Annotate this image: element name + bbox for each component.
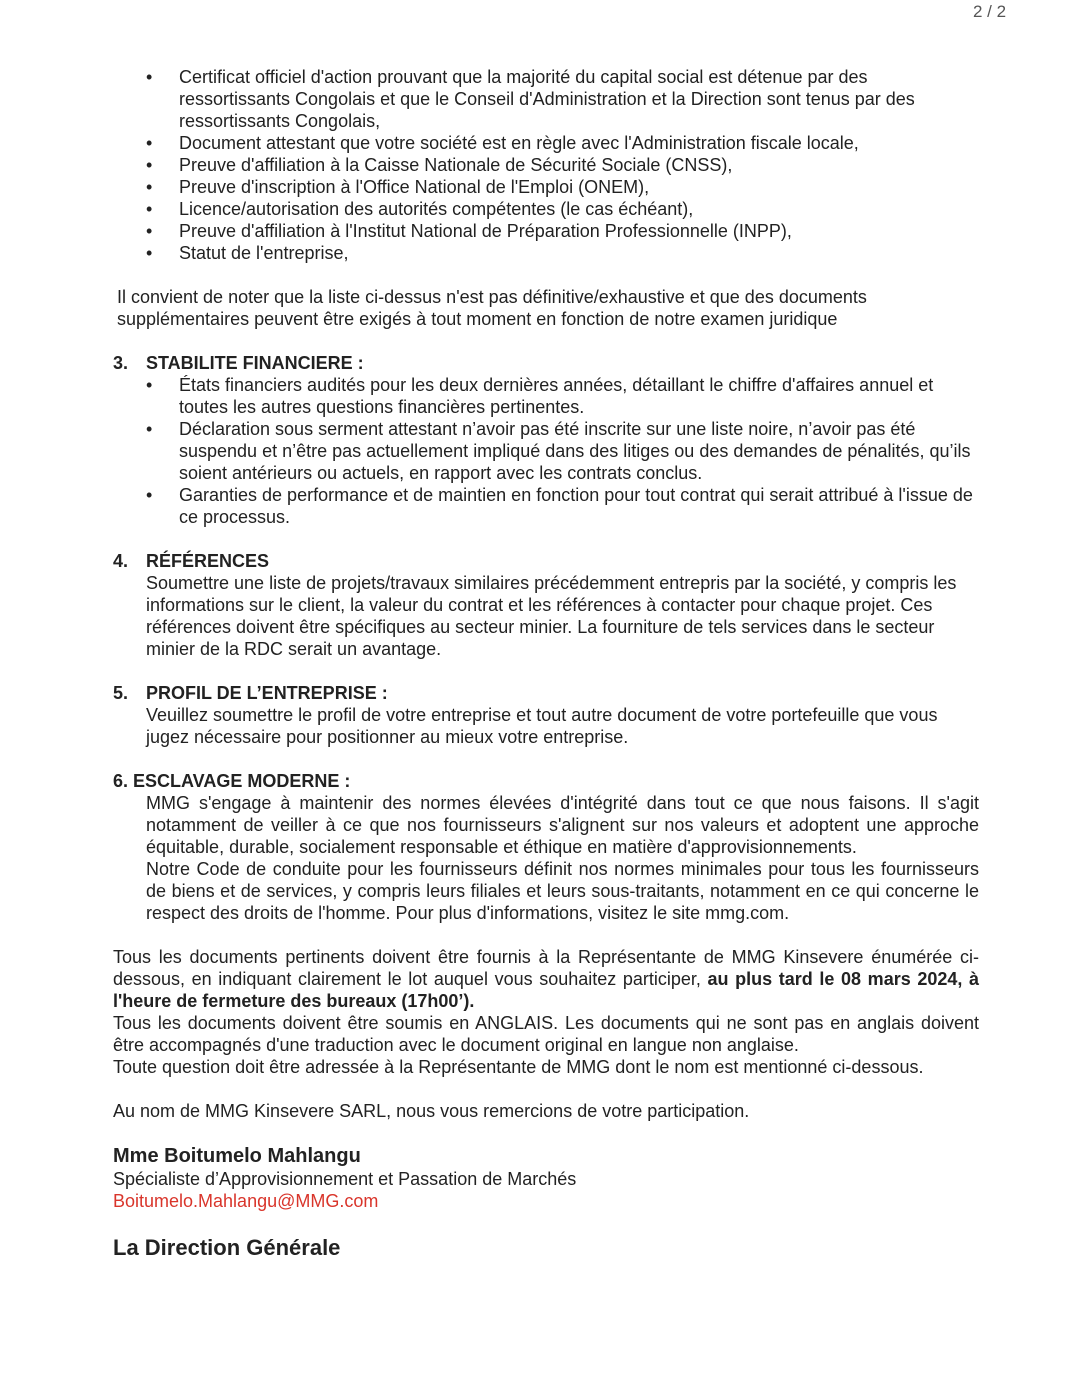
closing-submission — [113, 946, 979, 1012]
list-item: • Document attestant que votre société est en règle avec l'Administration fiscale locale, — [179, 132, 979, 154]
list-item: • Garanties de performance et de maintien en fonction pour tout contrat qui serait attribué à l'issue de ce processus. — [179, 484, 979, 528]
department-name: La Direction Générale — [113, 1235, 341, 1260]
thanks-text: Au nom de MMG Kinsevere SARL, nous vous remercions de votre participation. — [113, 1101, 750, 1121]
section-text: Notre Code de conduite pour les fournisseurs définit nos normes minimales pour tous les fournisseurs de biens et de services, y compris leurs filiales et leurs sous-traitants, notamment en ce qui concerne le respect des droits de l'homme. Pour plus d'informations, visitez le site mmg.com. — [146, 859, 979, 923]
section-title: PROFIL DE L’ENTREPRISE : — [146, 683, 388, 703]
section-financial-stability — [113, 352, 979, 528]
section-references — [113, 550, 979, 660]
section-number: 3. — [113, 353, 129, 373]
submission-text: Tous les documents pertinents doivent être fournis à la Représentante de MMG Kinsevere énumérée ci-dessous, en indiquant clairement le lot auquel vous souhaitez participer, — [113, 947, 979, 989]
language-note: Tous les documents doivent être soumis en ANGLAIS. Les documents qui ne sont pas en anglais doivent être accompagnés d'une traduction avec le document original en langue non anglaise. — [113, 1013, 979, 1055]
section-text: Soumettre une liste de projets/travaux similaires précédemment entrepris par la société, y compris les informations sur le client, la valeur du contrat et les références à contacter pour chaque projet. Ces références doivent être spécifiques au secteur minier. La fourniture de tels services dans le secteur minier de la RDC serait un avantage. — [146, 573, 957, 659]
list-item: • Statut de l'entreprise, — [179, 242, 979, 264]
financial-list — [113, 374, 979, 528]
section-heading — [113, 352, 979, 374]
questions-note: Toute question doit être adressée à la Représentante de MMG dont le nom est mentionné ci-dessous. — [113, 1057, 924, 1077]
section-text: MMG s'engage à maintenir des normes élevées d'intégrité dans tout ce que nous faisons. Il s'agit notamment de veiller à ce que nos fournisseurs s'alignent sur nos valeurs et adoptent une approche équitable, durable, socialement responsable et éthique en matière d'approvisionnements. — [146, 793, 979, 857]
section-number: 4. — [113, 551, 129, 571]
section-heading: 6. ESCLAVAGE MODERNE : — [113, 771, 351, 791]
signer-role: Spécialiste d’Approvisionnement et Passation de Marchés — [113, 1169, 577, 1189]
legal-note: Il convient de noter que la liste ci-dessus n'est pas définitive/exhaustive et que des documents supplémentaires peuvent être exigés à tout moment en fonction de notre examen juridique — [117, 287, 867, 329]
page-number: 2 / 2 — [973, 2, 1007, 21]
list-item: • Déclaration sous serment attestant n’avoir pas été inscrite sur une liste noire, n’avoir pas été suspendu et n’être pas actuellement impliqué dans des litiges ou des demandes de pénalités, qu’ils soient antérieurs ou actuels, en rapport avec les contrats conclus. — [179, 418, 979, 484]
section-heading — [113, 550, 979, 572]
list-item: • États financiers audités pour les deux dernières années, détaillant le chiffre d'affaires annuel et toutes les autres questions financières pertinentes. — [179, 374, 979, 418]
list-item: • Certificat officiel d'action prouvant que la majorité du capital social est détenue par des ressortissants Congolais et que le Conseil d'Administration et la Direction sont tenus par des ressortissants Congolais, — [179, 66, 979, 132]
document-body — [113, 66, 979, 1262]
list-item: • Preuve d'affiliation à l'Institut National de Préparation Professionnelle (INPP), — [179, 220, 979, 242]
deadline-text: au plus tard le 08 mars 2024, à l'heure de fermeture des bureaux (17h00’). — [113, 969, 980, 1011]
section-heading — [113, 682, 979, 704]
section-company-profile — [113, 682, 979, 748]
signer-name: Mme Boitumelo Mahlangu — [113, 1145, 361, 1167]
section-title: RÉFÉRENCES — [146, 551, 270, 571]
legal-documents-list — [113, 66, 979, 264]
signer-email-link[interactable]: Boitumelo.Mahlangu@MMG.com — [113, 1191, 379, 1211]
list-item: • Preuve d'inscription à l'Office National de l'Emploi (ONEM), — [179, 176, 979, 198]
section-modern-slavery — [113, 770, 979, 924]
list-item: • Preuve d'affiliation à la Caisse Nationale de Sécurité Sociale (CNSS), — [179, 154, 979, 176]
section-text: Veuillez soumettre le profil de votre entreprise et tout autre document de votre portefeuille que vous jugez nécessaire pour positionner au mieux votre entreprise. — [146, 705, 938, 747]
list-item: • Licence/autorisation des autorités compétentes (le cas échéant), — [179, 198, 979, 220]
section-number: 5. — [113, 683, 129, 703]
section-title: STABILITE FINANCIERE : — [146, 353, 364, 373]
